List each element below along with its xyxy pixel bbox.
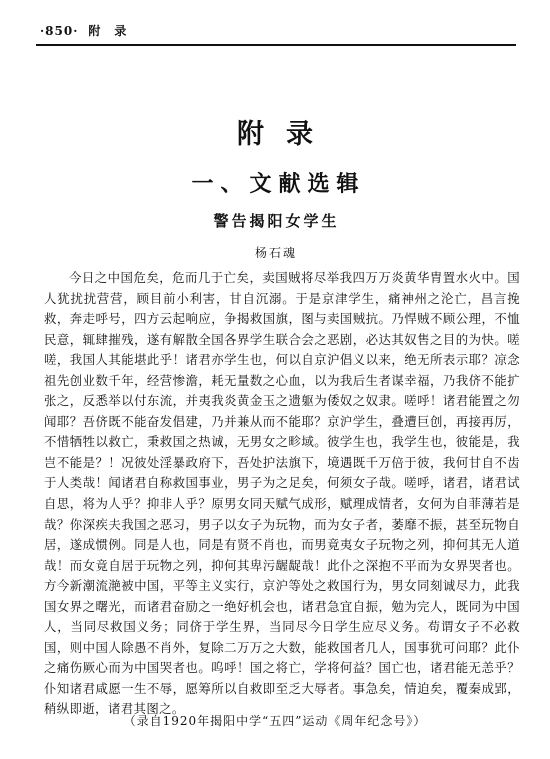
source-note: （录自1920年揭阳中学“五四”运动《周年纪念号》）	[123, 714, 427, 728]
article-body: 今日之中国危矣，危而几于亡矣，卖国贼将尽举我四万万炎黄华胄置水火中。国人犹扰扰营营，顾目前小利害，甘自沉溺。于是京津学生，痛神州之沦亡，昌言挽救，奔走呼号，四方云起响应，争揭救国旗，图与卖国贼抗。乃悍贼不顾公理，不恤民意，辄肆摧残，遂有解散全国各界学生联合会之恶剧，必达其奴售之目的为快。嗟嗟，我国人其能堪此乎！诸君亦学生也，何以自京沪倡义以来，绝无所表示耶？凉念祖先创业数千年，经营惨澹，耗无量数之心血，以为我后生者谋幸福，乃我侪不能扩张之，反悉举以付东流，并夷我炎黄金玉之遗躯为倭奴之奴隶。嗟呼！诸君能置之勿闻耶？吾侪既不能奋发倡建，乃并兼从而不能耶？京沪学生，叠遭巨创，再接再厉，不惜牺牲以救亡，秉救国之热诚，无男女之畛域。彼学生也，我学生也，彼能是，我岂不能是？！况彼处淫暴政府下，吾处护法旗下，境遇既千万倍于彼，我何甘自不齿于人类哉！闻诸君自称救国事业，男子为之足矣，何须女子哉。嗟呼，诸君，诸君试自思，将为人乎？抑非人乎？原男女同天赋气成形，赋理成情者，女何为自菲薄若是哉？你深疾夫我国之恶习，男子以女子为玩物，而为女子者，萎靡不振，甚至玩物自居，遂成惯例。同是人也，同是有贤不肖也，而男竟夷女子玩物之列，抑何其无人道哉！而女竟自居于玩物之列，抑何其卑污龌龊哉！此仆之深抱不平而为女界哭者也。方今新潮流滟被中国，平等主义实行，京沪等处之救国行为，男女同刻诚尽力，此我国女界之曙光，而诸君奋励之一绝好机会也，诸君急宜自振，勉为完人，既同为中国人，当同尽救国义务；同侪于学生界，当同尽今日学生应尽义务。苟谓女子不必救国，则中国人除愚不肖外，复除二万万之大数，能救国者几人，国事犹可问耶？此仆之痛伤厥心而为中国哭者也。呜呼！国之将亡，学将何益？国亡也，诸君能无恙乎？仆知诸君咸愿一生不辱，愿筹所以自救即至乏大辱者。事急矣，情迫矣，覆秦成郢，稍纵即逝，诸君其图之。	[44, 270, 520, 717]
author-name: 杨石魂	[254, 246, 297, 260]
running-head-section: 附 录	[88, 24, 128, 38]
header-rule	[36, 44, 516, 46]
appendix-title: 附录	[237, 119, 335, 150]
running-head	[40, 22, 127, 38]
page-number: ·850·	[40, 24, 79, 38]
section-title: 一、文献选辑	[191, 171, 366, 197]
article-title: 警告揭阳女学生	[213, 212, 340, 230]
